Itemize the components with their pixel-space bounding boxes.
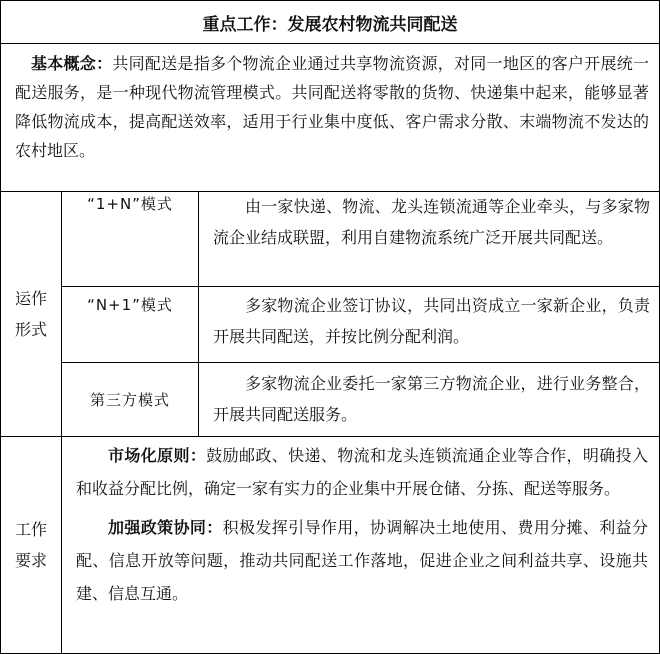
basic-concept-text: 共同配送是指多个物流企业通过共享物流资源，对同一地区的客户开展统一配送服务，是一种现代物流管理模式。共同配送将零散的货物、快递集中起来，能够显著降低物流成本，提高配送效率，适用于行业集中度低、客户需求分散、末端物流不发达的农村地区。 xyxy=(15,54,649,160)
requirement-body: 鼓励邮政、快递、物流和龙头连锁流通企业等合作，明确投入和收益分配比例，确定一家有实力的企业集中开展仓储、分拣、配送等服务。 xyxy=(76,446,648,498)
mode-name: 第三方模式 xyxy=(62,363,199,437)
mode-description xyxy=(199,363,660,437)
table-title xyxy=(0,0,660,44)
operation-forms-label-line1: 运作 xyxy=(14,288,47,308)
requirement-policy-coordination xyxy=(76,511,648,610)
mode-name: “N+1”模式 xyxy=(62,287,199,362)
mode-description-text: 由一家快递、物流、龙头连锁流通等企业牵头，与多家物流企业结成联盟，利用自建物流系统广泛开展共同配送。 xyxy=(213,197,650,247)
operation-forms-label-line2: 形式 xyxy=(14,319,47,339)
requirement-body: 积极发挥引导作用，协调解决土地使用、费用分摊、利益分配、信息开放等问题，推动共同配送工作落地，促进企业之间利益共享、设施共建、信息互通。 xyxy=(76,518,648,603)
basic-concept-label: 基本概念： xyxy=(31,54,113,73)
basic-concept-row xyxy=(0,43,660,192)
mode-description xyxy=(199,191,660,286)
work-requirements-label xyxy=(1,436,62,653)
mode-name: “1+N”模式 xyxy=(62,191,199,286)
mode-row-1-plus-n xyxy=(62,191,660,287)
operation-forms-label xyxy=(1,191,62,436)
work-requirements-label-line2: 要求 xyxy=(14,550,47,570)
table-title-text: 重点工作：发展农村物流共同配送 xyxy=(202,14,458,35)
requirement-lead: 市场化原则： xyxy=(108,446,207,465)
mode-description xyxy=(199,287,660,362)
work-requirements-text xyxy=(62,436,660,610)
mode-row-n-plus-1 xyxy=(62,287,660,363)
mode-description-text: 多家物流企业委托一家第三方物流企业，进行业务整合，开展共同配送服务。 xyxy=(213,374,650,424)
work-requirements-section xyxy=(0,436,660,654)
operation-forms-section xyxy=(0,191,660,437)
requirement-lead: 加强政策协同： xyxy=(108,518,223,537)
requirement-market-principle xyxy=(76,439,648,505)
work-requirements-label-line1: 工作 xyxy=(14,519,47,539)
mode-row-third-party xyxy=(62,363,660,437)
mode-description-text: 多家物流企业签订协议，共同出资成立一家新企业，负责开展共同配送，并按比例分配利润。 xyxy=(213,296,650,346)
